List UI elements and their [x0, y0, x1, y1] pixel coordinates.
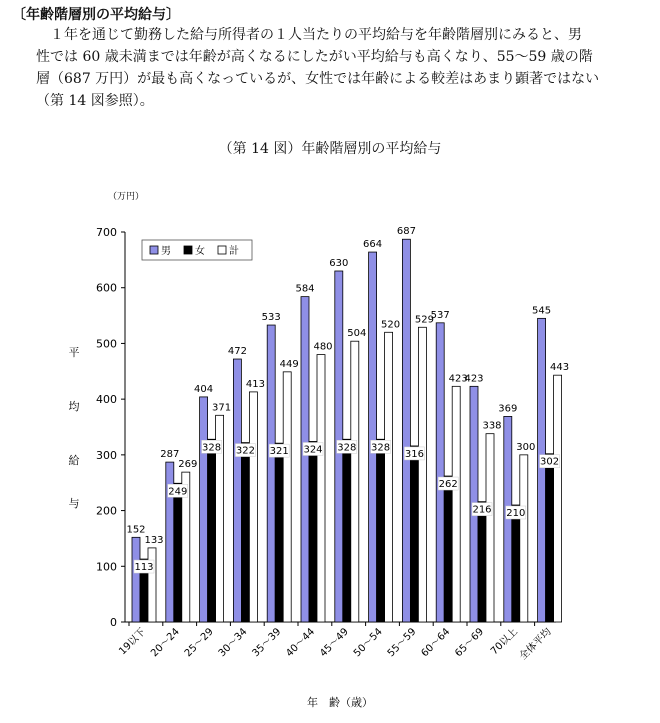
y-tick-label: 500 [96, 337, 117, 351]
legend-swatch [150, 246, 158, 254]
data-label-female: 302 [540, 456, 560, 468]
data-label-total: 413 [245, 378, 265, 390]
y-tick-label: 600 [96, 281, 117, 295]
data-label-male: 423 [464, 373, 484, 385]
data-label-total: 504 [347, 328, 367, 340]
legend-swatch [184, 246, 192, 254]
x-tick-label: 40～44 [284, 626, 318, 660]
data-label-male: 287 [160, 449, 180, 461]
data-label-total: 133 [144, 534, 164, 546]
y-tick-label: 400 [96, 393, 117, 407]
data-label-male: 537 [430, 309, 450, 321]
bar-female [410, 446, 418, 622]
x-axis-title: 年 齢（歳） [307, 696, 373, 709]
figure-caption: （第 14 図）年齢階層別の平均給与 [218, 141, 442, 157]
legend-label: 計 [229, 246, 239, 257]
data-label-female: 328 [337, 442, 357, 454]
bar-female [546, 454, 554, 622]
data-label-total: 480 [313, 341, 333, 353]
x-tick-label: 55～59 [385, 626, 419, 660]
legend-swatch [218, 246, 226, 254]
data-label-female: 321 [269, 446, 289, 458]
body-line: １年を通じて勤務した給与所得者の１人当たりの平均給与を年齢階層別にみると、男 [50, 27, 582, 43]
bar-total [554, 375, 562, 622]
bar-total [418, 327, 426, 622]
y-tick-label: 300 [96, 448, 117, 462]
bar-total [249, 392, 257, 622]
data-label-female: 316 [404, 448, 424, 460]
data-label-male: 584 [295, 283, 315, 295]
bar-male [538, 318, 546, 622]
bar-total [351, 341, 359, 622]
legend-label: 女 [195, 246, 205, 257]
data-label-female: 322 [235, 445, 255, 457]
section-heading: 〔年齢階層別の平均給与〕 [12, 7, 180, 23]
y-axis-unit: （万円） [108, 192, 145, 202]
bar-female [275, 443, 283, 622]
x-tick-label: 65～69 [453, 626, 487, 660]
x-tick-label: 60～64 [419, 626, 453, 660]
data-label-female: 216 [472, 504, 492, 516]
data-label-male: 545 [532, 305, 552, 317]
data-label-male: 533 [261, 312, 281, 324]
x-tick-label: 25～29 [182, 626, 216, 660]
x-tick-label: 35～39 [250, 626, 284, 660]
y-axis-title-char: 与 [68, 497, 80, 510]
data-label-male: 472 [227, 346, 247, 358]
data-label-female: 210 [506, 508, 526, 519]
y-tick-label: 0 [110, 616, 117, 629]
data-label-female: 328 [371, 442, 391, 454]
bar-male [402, 239, 410, 622]
data-label-female: 328 [202, 442, 222, 454]
y-tick-label: 700 [96, 226, 117, 239]
data-label-male: 664 [363, 239, 383, 251]
y-tick-label: 100 [96, 560, 117, 574]
data-label-total: 371 [212, 402, 232, 414]
bar-female [478, 502, 486, 622]
data-label-total: 443 [550, 362, 570, 374]
data-label-female: 324 [303, 444, 323, 456]
data-label-female: 262 [438, 479, 458, 491]
data-label-male: 687 [396, 226, 416, 238]
bar-female [309, 441, 317, 622]
data-label-total: 520 [381, 319, 401, 331]
x-tick-label: 50～54 [351, 626, 385, 660]
x-tick-label: 19以下 [117, 626, 149, 658]
data-label-total: 269 [178, 459, 198, 471]
y-axis-title-char: 平 [68, 346, 80, 359]
bar-female [241, 443, 249, 622]
bar-total [486, 434, 494, 622]
bar-male [436, 323, 444, 622]
legend-label: 男 [161, 246, 171, 257]
x-tick-label: 70以上 [488, 626, 520, 658]
bar-total [283, 372, 291, 622]
bar-male [369, 252, 377, 622]
x-tick-label: 全体平均 [517, 626, 554, 663]
data-label-female: 113 [134, 562, 154, 574]
bar-female [343, 439, 351, 622]
bar-chart [0, 170, 660, 723]
y-axis-title-char: 均 [68, 400, 80, 413]
data-label-total: 529 [414, 314, 434, 326]
data-label-male: 630 [329, 258, 349, 269]
body-paragraph [36, 24, 626, 112]
bar-female [377, 439, 385, 622]
data-label-total: 338 [482, 420, 502, 432]
bar-male [267, 325, 275, 622]
bar-male [200, 397, 208, 622]
x-tick-label: 20～24 [149, 626, 182, 660]
bar-total [385, 332, 393, 622]
bar-male [233, 359, 241, 622]
bar-female [174, 483, 182, 622]
data-label-male: 369 [498, 403, 518, 415]
bar-female [512, 505, 520, 622]
bar-total [317, 355, 325, 622]
bar-male [301, 297, 309, 622]
x-tick-label: 45～49 [318, 626, 351, 660]
data-label-male: 152 [126, 524, 146, 536]
y-tick-label: 200 [96, 504, 117, 518]
data-label-female: 249 [168, 486, 188, 498]
bar-male [132, 537, 140, 622]
data-label-male: 404 [194, 383, 214, 395]
x-tick-label: 30～34 [216, 626, 250, 660]
body-line: 層（687 万円）が最も高くなっているが、女性では年齢による較差はあまり顕著ではない [36, 71, 600, 87]
data-label-total: 423 [448, 373, 468, 385]
bar-female [208, 439, 216, 622]
bar-female [444, 476, 452, 622]
data-label-total: 449 [279, 358, 299, 370]
data-label-total: 300 [516, 441, 536, 453]
bar-total [148, 548, 156, 622]
bar-total [520, 455, 528, 622]
y-axis-title-char: 給 [68, 454, 80, 467]
body-line: 性では 60 歳未満までは年齢が高くなるにしたがい平均給与も高くなり、55～59 歳の階 [36, 49, 593, 65]
body-line: （第 14 図参照）。 [36, 93, 154, 109]
bar-total [452, 386, 460, 622]
